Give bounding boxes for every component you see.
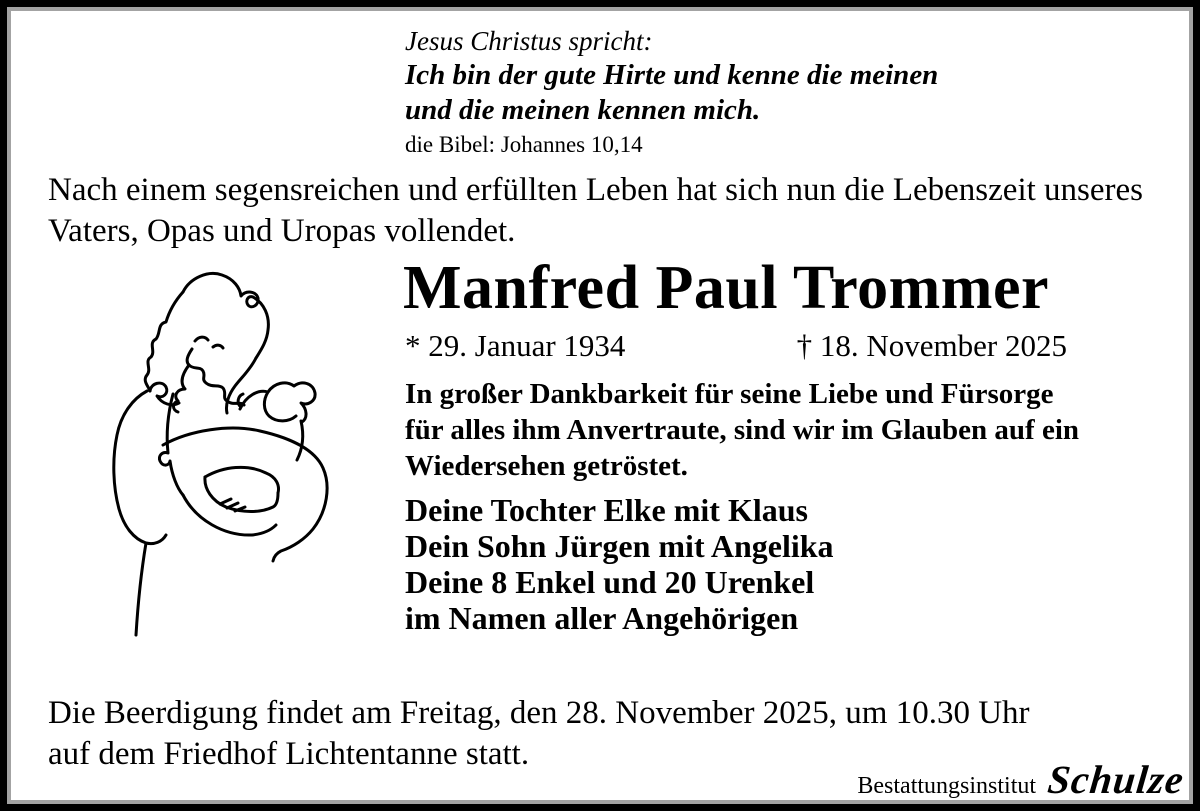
art-hand-bottom bbox=[205, 477, 278, 512]
art-lamb-head bbox=[240, 383, 315, 422]
funeral-line1: Die Beerdigung findet am Freitag, den 28. November 2025, um 10.30 Uhr bbox=[48, 695, 1030, 731]
art-hair-top-curl bbox=[183, 274, 268, 358]
opening-paragraph bbox=[48, 170, 1143, 252]
funeral-home-signature bbox=[857, 756, 1187, 803]
gratitude-line3: Wiedersehen getröstet. bbox=[405, 450, 688, 482]
art-lamb-face bbox=[264, 392, 296, 421]
gratitude-paragraph bbox=[405, 376, 1079, 484]
mourner-line3: Deine 8 Enkel und 20 Urenkel bbox=[405, 564, 815, 600]
jesus-lamb-line-art-icon bbox=[100, 262, 405, 652]
art-eye bbox=[213, 345, 223, 348]
funeral-home-label: Bestattungsinstitut bbox=[857, 773, 1037, 799]
life-dates bbox=[405, 327, 1067, 365]
art-cradle-arm bbox=[163, 428, 327, 561]
mourners-list bbox=[405, 492, 834, 636]
funeral-home-name: Schulze bbox=[1045, 757, 1187, 802]
art-face-squiggle bbox=[187, 349, 244, 405]
deceased-name: Manfred Paul Trommer bbox=[403, 254, 1049, 322]
bible-quote-source: die Bibel: Johannes 10,14 bbox=[405, 132, 643, 157]
mourner-line2: Dein Sohn Jürgen mit Angelika bbox=[405, 528, 834, 564]
art-lamb-back bbox=[297, 421, 303, 460]
art-hand-top bbox=[205, 467, 279, 493]
death-date: † 18. November 2025 bbox=[796, 328, 1067, 363]
bible-quote bbox=[405, 24, 938, 160]
art-brow bbox=[195, 337, 208, 341]
opening-line1: Nach einem segensreichen und erfüllten Leben hat sich nun die Lebenszeit unseres bbox=[48, 172, 1143, 208]
art-hair-left bbox=[145, 292, 183, 391]
birth-date: * 29. Januar 1934 bbox=[405, 328, 626, 363]
bible-quote-line2: und die meinen kennen mich. bbox=[405, 94, 761, 126]
gratitude-line1: In großer Dankbarkeit für seine Liebe und Fürsorge bbox=[405, 378, 1054, 410]
mourner-line4: im Namen aller Angehörigen bbox=[405, 600, 799, 636]
art-arm-tail bbox=[136, 543, 146, 635]
funeral-line2: auf dem Friedhof Lichtentanne statt. bbox=[48, 736, 530, 772]
bible-quote-line1: Ich bin der gute Hirte und kenne die meinen bbox=[405, 59, 939, 91]
bible-quote-intro: Jesus Christus spricht: bbox=[405, 26, 653, 56]
art-shoulder-left bbox=[114, 391, 166, 544]
gratitude-line2: für alles ihm Anvertraute, sind wir im Glauben auf ein bbox=[405, 414, 1080, 446]
mourner-line1: Deine Tochter Elke mit Klaus bbox=[405, 492, 808, 528]
opening-line2: Vaters, Opas und Uropas vollendet. bbox=[48, 213, 516, 249]
